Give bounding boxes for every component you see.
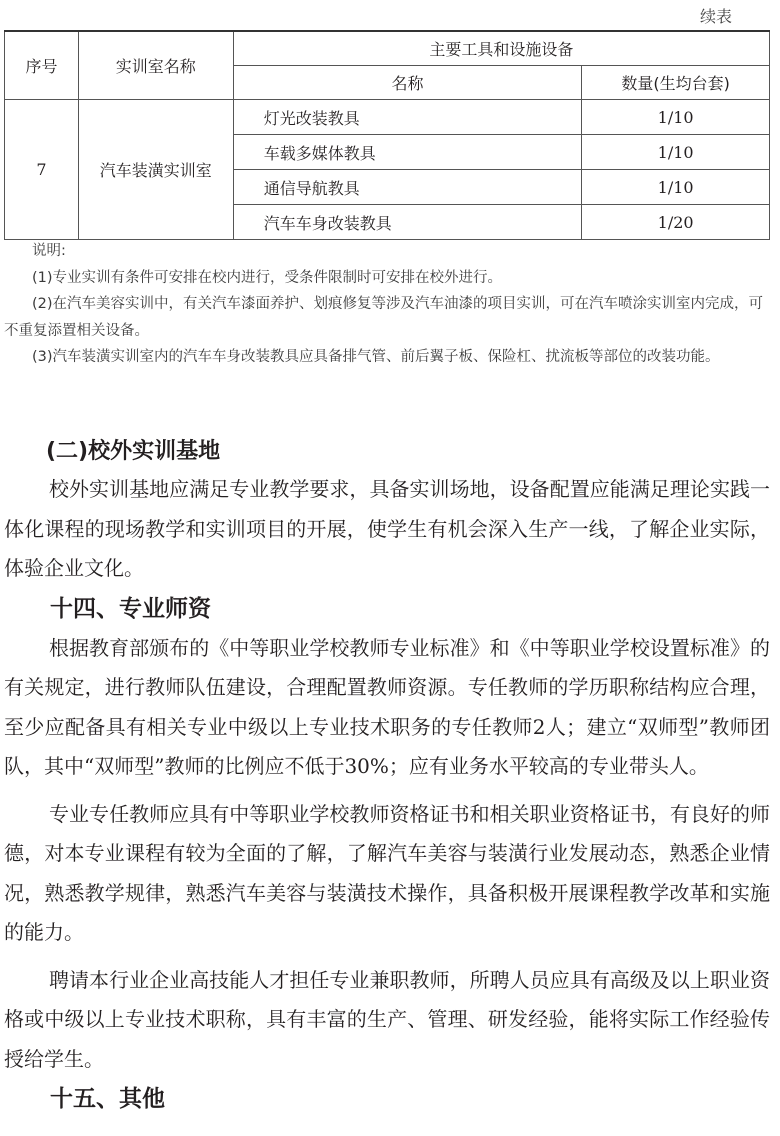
main-text [4,434,770,1119]
notes-title: 说明: [32,243,66,259]
header-room: 实训室名称 [78,31,233,100]
cell-seq: 7 [5,100,79,240]
teachers-paragraph: 根据教育部颁布的《中等职业学校教师专业标准》和《中等职业学校设置标准》的有关规定，进行教师队伍建设，合理配置教师资源。专任教师的学历职称结构应合理，至少应配备具有相关专业中级以上专业技术职务的专任教师2人；建立“双师型”教师团队，其中“双师型”教师的比例应不低于30%；应有业务水平较高的专业带头人。 [4,635,770,778]
equipment-table [4,30,770,240]
teachers-paragraph: 专业专任教师应具有中等职业学校教师资格证书和相关职业资格证书，有良好的师德，对本专业课程有较为全面的了解，了解汽车美容与装潢行业发展动态，熟悉企业情况，熟悉教学规律，熟悉汽车美容与装潢技术操作，具备积极开展课程教学改革和实施的能力。 [4,801,770,944]
teachers-paragraph: 聘请本行业企业高技能人才担任专业兼职教师，所聘人员应具有高级及以上职业资格或中级以上专业技术职称，具有丰富的生产、管理、研发经验，能将实际工作经验传授给学生。 [4,967,770,1071]
table-row [5,100,770,135]
table-notes [4,238,770,371]
header-name: 名称 [233,66,582,100]
other-heading: 十五、其他 [50,1086,165,1112]
note-item: (3)汽车装潢实训室内的汽车车身改装教具应具备排气管、前后翼子板、保险杠、扰流板等部位的改装功能。 [32,349,720,365]
header-seq: 序号 [5,31,79,100]
note-item: (1)专业实训有条件可安排在校内进行，受条件限制时可安排在校外进行。 [32,269,503,286]
note-item: (2)在汽车美容实训中，有关汽车漆面养护、划痕修复等涉及汽车油漆的项目实训，可在汽车喷涂实训室内完成，可不重复添置相关设备。 [4,296,764,339]
header-equipment-group: 主要工具和设施设备 [233,31,769,66]
cell-qty: 1/10 [582,135,770,170]
continued-label: 续表 [699,7,732,26]
cell-name: 通信导航教具 [233,170,582,205]
cell-qty: 1/10 [582,170,770,205]
offsite-training-heading: (二)校外实训基地 [46,439,221,464]
cell-room: 汽车装潢实训室 [78,100,233,240]
cell-qty: 1/10 [582,100,770,135]
teachers-heading: 十四、专业师资 [50,595,211,622]
offsite-training-paragraph: 校外实训基地应满足专业教学要求，具备实训场地，设备配置应能满足理论实践一体化课程的现场教学和实训项目的开展，使学生有机会深入生产一线，了解企业实际，体验企业文化。 [4,477,770,580]
cell-name: 汽车车身改装教具 [233,205,582,240]
cell-qty: 1/20 [582,205,770,240]
cell-name: 车载多媒体教具 [233,135,582,170]
cell-name: 灯光改装教具 [233,100,582,135]
header-qty: 数量(生均台套) [582,66,770,100]
